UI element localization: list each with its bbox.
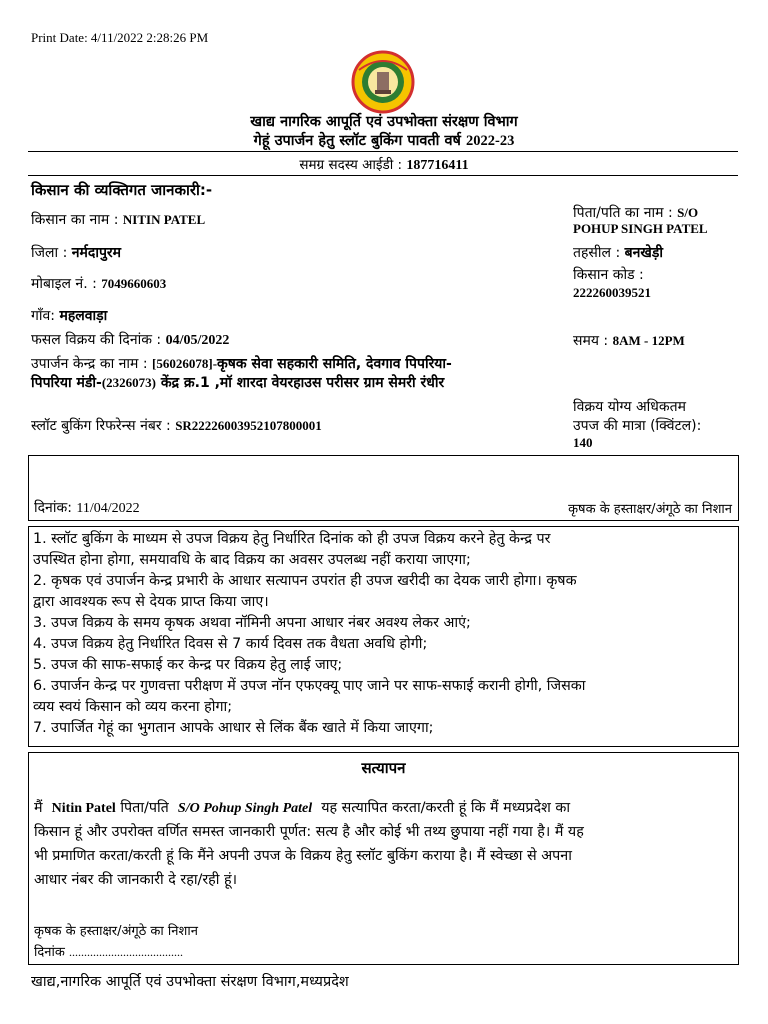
mobile-label: मोबाइल नं. : [31,276,97,292]
qty-label-1: विक्रय योग्य अधिकतम [573,399,687,415]
village-value: महलवाड़ा [59,308,108,324]
center-row [31,354,452,373]
sale-date-value: 04/05/2022 [165,333,230,348]
district-value: नर्मदापुरम [71,245,122,261]
village-label: गाँव: [31,308,56,324]
center-name-line2b: (2326073) [101,375,156,390]
term-line: 7. उपार्जित गेहूं का भुगतान आपके आधार से लिंक बैंक खाते में किया जाएगा; [33,720,434,736]
time-label: समय : [573,333,609,349]
farmer-name-value: NITIN PATEL [122,212,206,227]
farmer-code-value: 222260039521 [573,285,651,300]
district-label: जिला : [31,245,68,261]
term-line: 6. उपार्जन केन्द्र पर गुणवत्ता परीक्षण में उपज नॉन एफएक्यू पाए जाने पर साफ-सफाई करानी होगी, जिसका [33,678,586,694]
verification-line-1 [34,798,570,817]
member-id-value: 187716411 [406,158,469,173]
verification-prefix: मैं [34,800,43,816]
verification-line-4: आधार नंबर की जानकारी दे रहा/रही हूं। [34,872,238,888]
sale-date-label: फसल विक्रय की दिनांक : [31,332,162,348]
verification-line-2: किसान हूं और उपरोक्त वर्णित समस्त जानकारी पूर्णत: सत्य है और कोई भी तथ्य छुपाया नहीं गया है। मैं यह [34,824,584,840]
tehsil-value: बनखेड़ी [624,245,663,261]
verification-date-label: दिनांक [34,945,65,960]
section-title: किसान की व्यक्तिगत जानकारी:- [31,181,213,199]
center-name-line1: कृषक सेवा सहकारी समिति, देवगाव पिपरिया- [217,356,452,372]
verification-date-dots: ...................................... [68,945,183,959]
signature-label: कृषक के हस्ताक्षर/अंगूठे का निशान [568,502,732,517]
tehsil-label: तहसील : [573,245,621,261]
farmer-name-label: किसान का नाम : [31,212,119,228]
qty-value: 140 [573,435,593,450]
center-name-line2a: पिपरिया मंडी- [31,375,102,391]
term-line: 5. उपज की साफ-सफाई कर केन्द्र पर विक्रय हेतु लाई जाए; [33,657,343,673]
father-value-1: S/O [677,205,699,220]
father-label: पिता/पति का नाम : [573,205,673,221]
verification-title: सत्यापन [361,759,406,777]
father-row [573,203,698,222]
department-title: खाद्य नागरिक आपूर्ति एवं उपभोक्ता संरक्षण विभाग [250,114,518,130]
center-name-line2c: केंद्र क्र.1 ,मॉ शारदा वेयरहाउस परीसर ग्राम सेमरी रंधीर [155,375,445,391]
print-date: Print Date: 4/11/2022 2:28:26 PM [31,30,209,45]
verification-box [28,752,739,965]
verification-sign-label: कृषक के हस्ताक्षर/अंगूठे का निशान [34,924,198,939]
signature-date-value: 11/04/2022 [76,501,140,516]
member-divider [28,175,738,176]
verification-line-3: भी प्रमाणित करता/करती हूं कि मैंने अपनी उपज के विक्रय हेतु स्लॉट बुकिंग कराया है। मैं स्वेच्छा से अपना [34,848,572,864]
center-code: [56026078]- [152,356,218,371]
receipt-year: 2022-23 [465,133,515,149]
term-line: द्वारा आवश्यक रूप से देयक प्राप्त किया जाए। [33,594,269,610]
village-row [31,306,107,325]
member-id-row [0,155,768,174]
center-label: उपार्जन केन्द्र का नाम : [31,356,148,372]
ref-value: SR22226003952107800001 [175,418,322,433]
sale-date-row [31,330,229,349]
signature-box [28,455,739,521]
center-row-2 [31,373,444,392]
mobile-value: 7049660603 [101,276,167,291]
district-row [31,243,121,262]
verification-name: Nitin Patel [51,801,116,816]
farmer-name-row [31,210,205,229]
mobile-row [31,274,166,293]
term-line: 1. स्लॉट बुकिंग के माध्यम से उपज विक्रय हेतु निर्धारित दिनांक को ही उपज विक्रय करने हेतु केन्द्र पर [33,531,551,547]
signature-date-row [34,498,140,517]
verification-father-label: पिता/पति [120,800,169,816]
ref-label: स्लॉट बुकिंग रिफरेन्स नंबर : [31,418,171,434]
member-id-label: समग्र सदस्य आईडी : [299,157,403,173]
qty-label-2: उपज की मात्रा (क्विंटल): [573,418,702,434]
father-value-2: POHUP SINGH PATEL [573,221,708,236]
verification-date-row [34,942,183,960]
signature-date-label: दिनांक: [34,500,72,516]
time-row [573,331,685,350]
tehsil-row [573,243,663,262]
time-value: 8AM - 12PM [612,333,685,348]
term-line: 4. उपज विक्रय हेतु निर्धारित दिवस से 7 कार्य दिवस तक वैधता अवधि होगी; [33,636,428,652]
term-line: उपस्थित होना होगा, समयावधि के बाद विक्रय का अवसर उपलब्ध नहीं कराया जाएगा; [33,552,471,568]
terms-box [28,526,739,747]
term-line: 3. उपज विक्रय के समय कृषक अथवा नॉमिनी अपना आधार नंबर अवश्य लेकर आएं; [33,615,471,631]
footer-text: खाद्य,नागरिक आपूर्ति एवं उपभोक्ता संरक्षण विभाग,मध्यप्रदेश [31,974,349,990]
verification-father-name: S/O Pohup Singh Patel [177,801,313,816]
receipt-title [0,130,768,150]
term-line: व्यय स्वयं किसान को व्यय करना होगा; [33,699,233,715]
verification-line1-rest: यह सत्यापित करता/करती हूं कि मैं मध्यप्रदेश का [321,800,571,816]
farmer-code-label: किसान कोड : [573,267,644,283]
header-divider [28,151,738,152]
mp-emblem-logo [351,50,415,114]
receipt-title-text: गेहूं उपार्जन हेतु स्लॉट बुकिंग पावती वर्ष [253,133,461,149]
term-line: 2. कृषक एवं उपार्जन केन्द्र प्रभारी के आधार सत्यापन उपरांत ही उपज खरीदी का देयक जारी होगा। कृषक [33,573,577,589]
ref-row [31,416,322,435]
